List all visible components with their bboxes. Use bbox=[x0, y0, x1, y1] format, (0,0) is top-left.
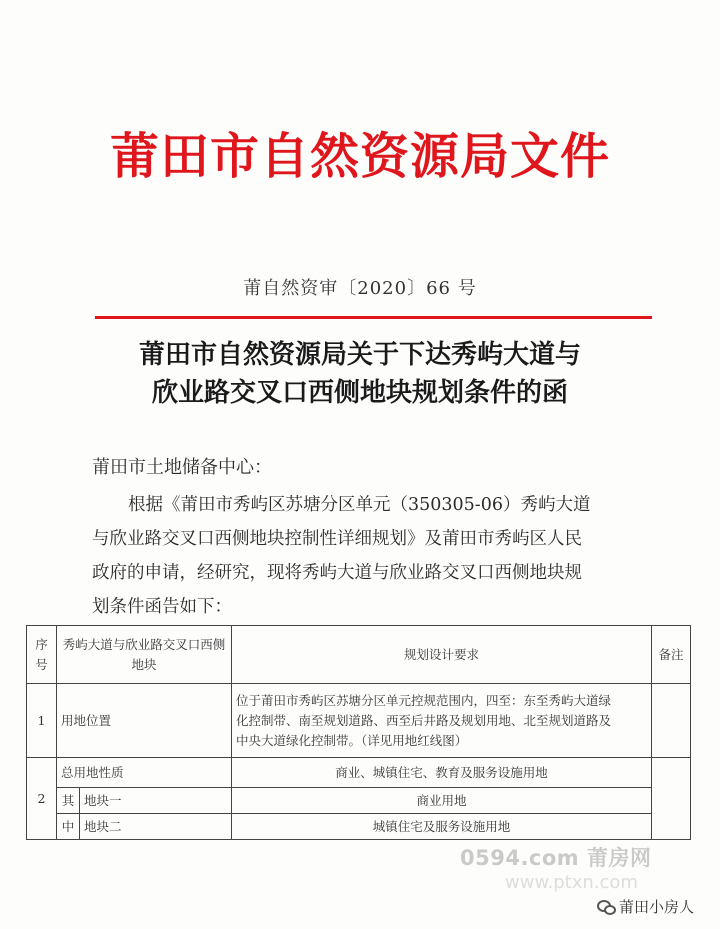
document-subject bbox=[0, 336, 720, 412]
wechat-icon bbox=[597, 900, 615, 914]
header-plot: 秀屿大道与欣业路交叉口西侧地块 bbox=[57, 626, 232, 684]
header-requirements: 规划设计要求 bbox=[232, 626, 652, 684]
value-line: 位于莆田市秀屿区苏塘分区单元控规范围内，四至：东至秀屿大道绿 bbox=[236, 692, 612, 708]
body-line: 与欣业路交叉口西侧地块控制性详细规划》及莆田市秀屿区人民 bbox=[92, 529, 582, 549]
row-item: 总用地性质 bbox=[57, 758, 232, 788]
plot-value: 商业用地 bbox=[232, 788, 652, 814]
red-divider bbox=[95, 316, 652, 319]
row-note bbox=[652, 758, 691, 840]
table-row bbox=[27, 814, 691, 840]
plot-name: 地块一 bbox=[80, 788, 232, 814]
subject-line: 欣业路交叉口西侧地块规划条件的函 bbox=[151, 378, 568, 408]
header-note: 备注 bbox=[652, 626, 691, 684]
table-row bbox=[27, 684, 691, 758]
table-row bbox=[27, 758, 691, 788]
issuer-header: 莆田市自然资源局文件 bbox=[109, 128, 610, 185]
row-item: 用地位置 bbox=[57, 684, 232, 758]
plot-value: 城镇住宅及服务设施用地 bbox=[232, 814, 652, 840]
row-note bbox=[652, 684, 691, 758]
row-value bbox=[232, 684, 652, 758]
site-watermark: 0594.com 莆房网 bbox=[460, 846, 652, 870]
body-paragraph bbox=[92, 488, 652, 624]
addressee: 莆田市土地储备中心： bbox=[92, 457, 272, 478]
planning-conditions-table bbox=[26, 625, 691, 840]
value-line: 中央大道绿化控制带。（详见用地红线图） bbox=[236, 732, 468, 748]
account-watermark bbox=[597, 896, 694, 917]
plot-name: 地块二 bbox=[80, 814, 232, 840]
table-header-row bbox=[27, 626, 691, 684]
sub-label: 中 bbox=[57, 814, 80, 840]
header-seq: 序号 bbox=[27, 626, 57, 684]
body-line: 根据《莆田市秀屿区苏塘分区单元（350305-06）秀屿大道 bbox=[128, 495, 591, 515]
table-row bbox=[27, 788, 691, 814]
row-seq: 2 bbox=[27, 758, 57, 840]
value-line: 化控制带、南至规划道路、西至后井路及规划用地、北至规划道路及 bbox=[236, 712, 612, 728]
body-line: 划条件函告如下： bbox=[92, 597, 232, 617]
subject-line: 莆田市自然资源局关于下达秀屿大道与 bbox=[138, 340, 581, 370]
site-url-watermark: www.ptxn.com bbox=[505, 872, 638, 893]
document-number: 莆自然资审〔2020〕66 号 bbox=[243, 278, 477, 299]
sub-label: 其 bbox=[57, 788, 80, 814]
row-seq: 1 bbox=[27, 684, 57, 758]
body-line: 政府的申请，经研究，现将秀屿大道与欣业路交叉口西侧地块规 bbox=[92, 563, 582, 583]
account-name: 莆田小房人 bbox=[618, 898, 694, 916]
row-value: 商业、城镇住宅、教育及服务设施用地 bbox=[232, 758, 652, 788]
